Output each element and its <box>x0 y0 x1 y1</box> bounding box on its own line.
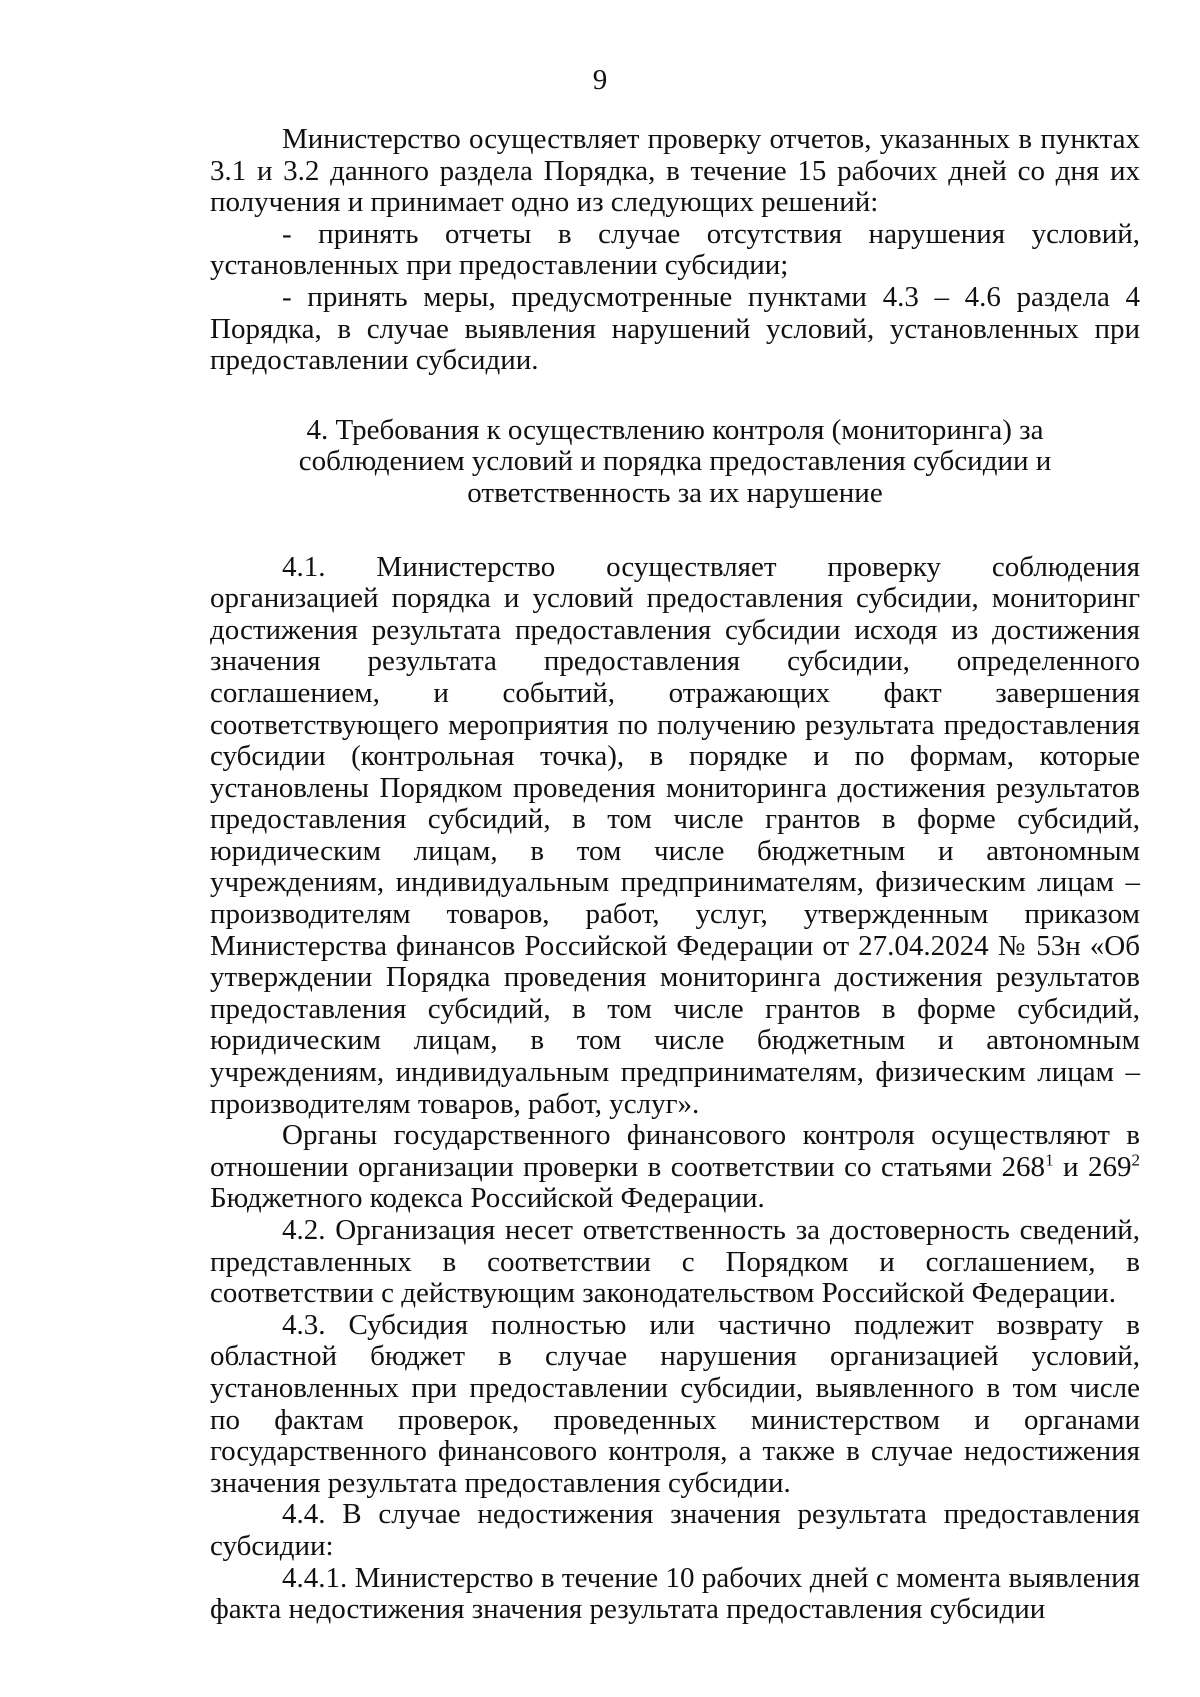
paragraph-financial-control-text-2: и 269 <box>1053 1150 1132 1183</box>
paragraph-report-check: Министерство осуществляет проверку отчетов, указанных в пунктах 3.1 и 3.2 данного раздела Порядка, в течение 15 рабочих дней со дня их получения и принимает одно из следующих решений: <box>210 123 1140 219</box>
superscript-2: 2 <box>1131 1150 1140 1170</box>
paragraph-decision-accept: - принять отчеты в случае отсутствия нарушения условий, установленных при предоставлении субсидии; <box>210 217 1140 282</box>
section-heading: 4. Требования к осуществлению контроля (мониторинга) за соблюдением условий и порядка предоставления субсидии и ответственность за их нарушение <box>298 413 1052 509</box>
paragraph-financial-control <box>210 1120 1140 1215</box>
paragraph-4-4-1: 4.4.1. Министерство в течение 10 рабочих дней с момента выявления факта недостижения значения результата предоставления субсидии <box>210 1561 1140 1626</box>
superscript-1: 1 <box>1045 1150 1054 1170</box>
page-number: 9 <box>592 64 608 96</box>
paragraph-4-1: 4.1. Министерство осуществляет проверку соблюдения организацией порядка и условий предоставления субсидии, мониторинг достижения результата предоставления субсидии исходя из достижения значения результата предоставления субсидии, определенного соглашением, и событий, отражающих факт завершения соответствующего мероприятия по получению результата предоставления субсидии (контрольная точка), в порядке и по формам, которые установлены Порядком проведения мониторинга достижения результатов предоставления субсидий, в том числе грантов в форме субсидий, юридическим лицам, в том числе бюджетным и автономным учреждениям, индивидуальным предпринимателям, физическим лицам – производителям товаров, работ, услуг, утвержденным приказом Министерства финансов Российской Федерации от 27.04.2024 № 53н «Об утверждении Порядка проведения мониторинга достижения результатов предоставления субсидий, в том числе грантов в форме субсидий, юридическим лицам, в том числе бюджетным и автономным учреждениям, индивидуальным предпринимателям, физическим лицам – производителям товаров, работ, услуг». <box>210 550 1140 1120</box>
document-body <box>210 124 1140 1626</box>
paragraph-4-4: 4.4. В случае недостижения значения результата предоставления субсидии: <box>210 1498 1140 1562</box>
paragraph-4-2: 4.2. Организация несет ответственность за достоверность сведений, представленных в соответствии с Порядком и соглашением, в соответствии с действующим законодательством Российской Федерации. <box>210 1214 1140 1310</box>
paragraph-4-3: 4.3. Субсидия полностью или частично подлежит возврату в областной бюджет в случае нарушения организацией условий, установленных при предоставлении субсидии, выявленного в том числе по фактам проверок, проведенных министерством и органами государственного финансового контроля, а также в случае недостижения значения результата предоставления субсидии. <box>210 1308 1140 1499</box>
paragraph-decision-measures: - принять меры, предусмотренные пунктами 4.3 – 4.6 раздела 4 Порядка, в случае выявления нарушений условий, установленных при предоставлении субсидии. <box>210 280 1140 377</box>
paragraph-financial-control-text-3: Бюджетного кодекса Российской Федерации. <box>210 1182 765 1215</box>
paragraph-financial-control-text-1: Органы государственного финансового контроля осуществляют в отношении организации проверки в соответствии со статьями 268 <box>210 1119 1140 1183</box>
